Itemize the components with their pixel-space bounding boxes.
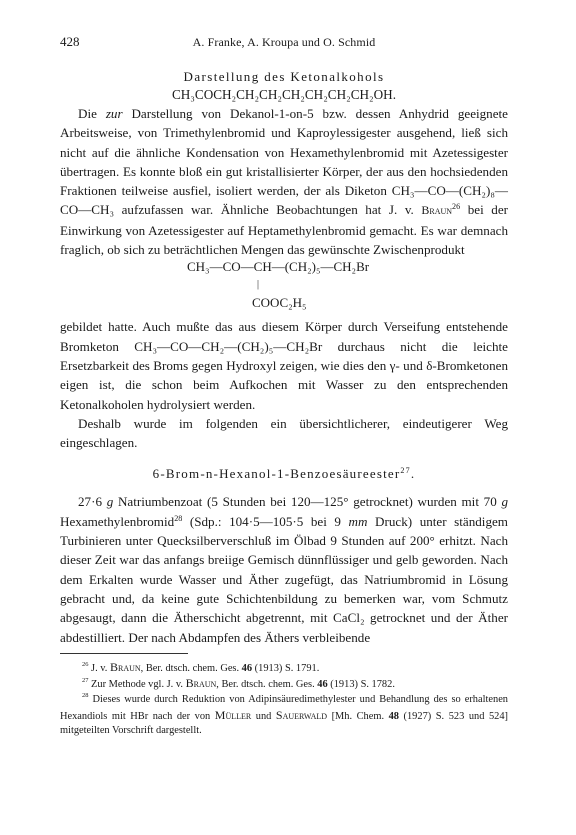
volume: 46 [317, 679, 328, 691]
text-run: Die [78, 106, 106, 121]
footnote-ref: 27 [400, 466, 411, 476]
footnote-26 [60, 660, 508, 677]
text-run: J. v. [88, 662, 110, 674]
author-name: Braun [110, 659, 141, 674]
heading-formula: CH₃COCH₂CH₂CH₂CH₂CH₂CH₂CH₂OH. [171, 87, 396, 102]
unit: g [501, 494, 508, 510]
text-run: (1913) S. 1791. [252, 662, 320, 674]
text-run: Dieses wurde durch Reduktion von Adipinsäuredimethylester und Behandlung des so erhaltenen Hexandiols mit HBr nach der von [60, 694, 508, 722]
page [60, 34, 508, 739]
formula-bond: | [257, 279, 260, 291]
section1-body-continued [60, 317, 508, 452]
text-run: (Sdp.: 104·5—105·5 bei 9 [182, 513, 349, 529]
title-period: . [410, 466, 416, 482]
running-authors: A. Franke, A. Kroupa und O. Schmid [192, 35, 376, 49]
formula-main-chain: CH₃—CO—CH—(CH₂)₅—CH₂Br [187, 259, 370, 275]
section-heading: Darstellung des Ketonalkohols [183, 69, 385, 84]
structural-formula [60, 259, 508, 317]
footnote-28 [60, 693, 508, 739]
paragraph-3: Deshalb wurde im folgenden ein übersichtlicherer, eindeutigerer Weg eingeschlagen. [60, 415, 508, 451]
formula-substituent: COOC₂H₅ [252, 295, 307, 311]
text-run: Hexamethylenbromid [60, 513, 175, 529]
page-number: 428 [60, 34, 80, 49]
text-run: , Ber. dtsch. chem. Ges. [216, 679, 318, 691]
paragraph-2: gebildet hatte. Auch mußte das aus diesem Körper durch Verseifung entstehende Bromketon CH₃—CO—CH₂—(CH₂)₅—CH₂Br durchaus nicht die leichte Ersetzbarkeit des Broms gegen Hydroxyl zeigen, wie dies den γ- und δ-Bromketonen eigen ist, die schon beim Aufkochen mit Wasser zu den entsprechenden Ketonalkoholen hydrolysiert werden. [60, 319, 508, 412]
text-run: Darstellung von Dekanol-1-on-5 bzw. dessen Anhydrid geeignete Arbeitsweise, von Trimethylenbromid und Kaproylessigester ausgehend, ließ sich nicht auf die ähnliche Kondensation von Hexamethylenbromid mit Azetessigester übertragen. Es konnte bloß ein gut kristallisierter Körper, der aus den hochsiedenden Fraktionen teilweise ausfiel, isoliert werden, der als Diketon CH₃—CO—(CH₂)₈—CO—CH₃ aufzufassen war. Ähnliche Beobachtungen hat J. v. [60, 106, 508, 218]
footnote-number: 28 [82, 692, 89, 700]
subsection-title [60, 466, 508, 482]
text-run: (1913) S. 1782. [327, 679, 395, 691]
author-name: Müller [214, 707, 252, 722]
text-run: Natriumbenzoat (5 Stunden bei 120—125° getrocknet) wurden mit 70 [113, 494, 502, 510]
footnote-separator [60, 653, 188, 654]
section1-body [60, 104, 508, 259]
unit: mm [348, 513, 368, 529]
author-name: Sauerwald [275, 707, 328, 722]
volume: 46 [241, 662, 253, 674]
volume: 48 [388, 710, 399, 722]
footnote-number: 27 [82, 677, 89, 685]
title-text: 6-Brom-n-Hexanol-1-Benzoesäureester [152, 466, 401, 482]
text-run: bei der Einwirkung von Azetessigester auf Heptamethylenbromid gemacht. Es war demnach fraglich, ob sich zu beträchtlichen Mengen das gewünschte Zwischenprodukt [60, 202, 508, 258]
text-run: [Mh. Chem. [327, 710, 389, 722]
author-name: Braun [185, 676, 217, 691]
running-header [60, 34, 508, 54]
paragraph-1 [60, 104, 508, 259]
section2-body [60, 492, 508, 646]
paragraph-4 [60, 492, 508, 646]
footnote-ref: 26 [452, 202, 461, 212]
footnote-27 [60, 676, 508, 693]
footnote-ref: 28 [174, 513, 183, 523]
text-run: Zur Methode vgl. J. v. [88, 679, 186, 691]
footnotes [60, 660, 508, 739]
text-run: , Ber. dtsch. chem. Ges. [140, 662, 242, 674]
unit: g [106, 494, 114, 510]
author-name: Braun [421, 203, 453, 218]
text-run: Druck) unter ständigem Turbinieren unter Quecksilberverschluß im Ölbad 9 Stunden auf 200° erhitzt. Nach dieser Zeit war das anfangs breiige Gemisch dünnflüssiger und gelb geworden. Nach dem Erkalten wurde Wasser und Äther zugefügt, das Natriumbromid in Lösung gebracht und, da keine gute Schichtenbildung zu bemerken war, vom Schmutz abgesaugt, dann die Ätherschicht abgetrennt, mit CaCl₂ getrocknet und der Äther abdestilliert. Der nach Abdampfen des Äthers verbleibende [60, 513, 508, 645]
italic-run: zur [105, 106, 123, 121]
text-run: und [251, 710, 276, 722]
text-run: 27·6 [78, 494, 107, 510]
text-run: (1927) S. 523 und 524] mitgeteilten Vorschrift dargestellt. [60, 710, 508, 737]
footnote-number: 26 [82, 660, 89, 668]
